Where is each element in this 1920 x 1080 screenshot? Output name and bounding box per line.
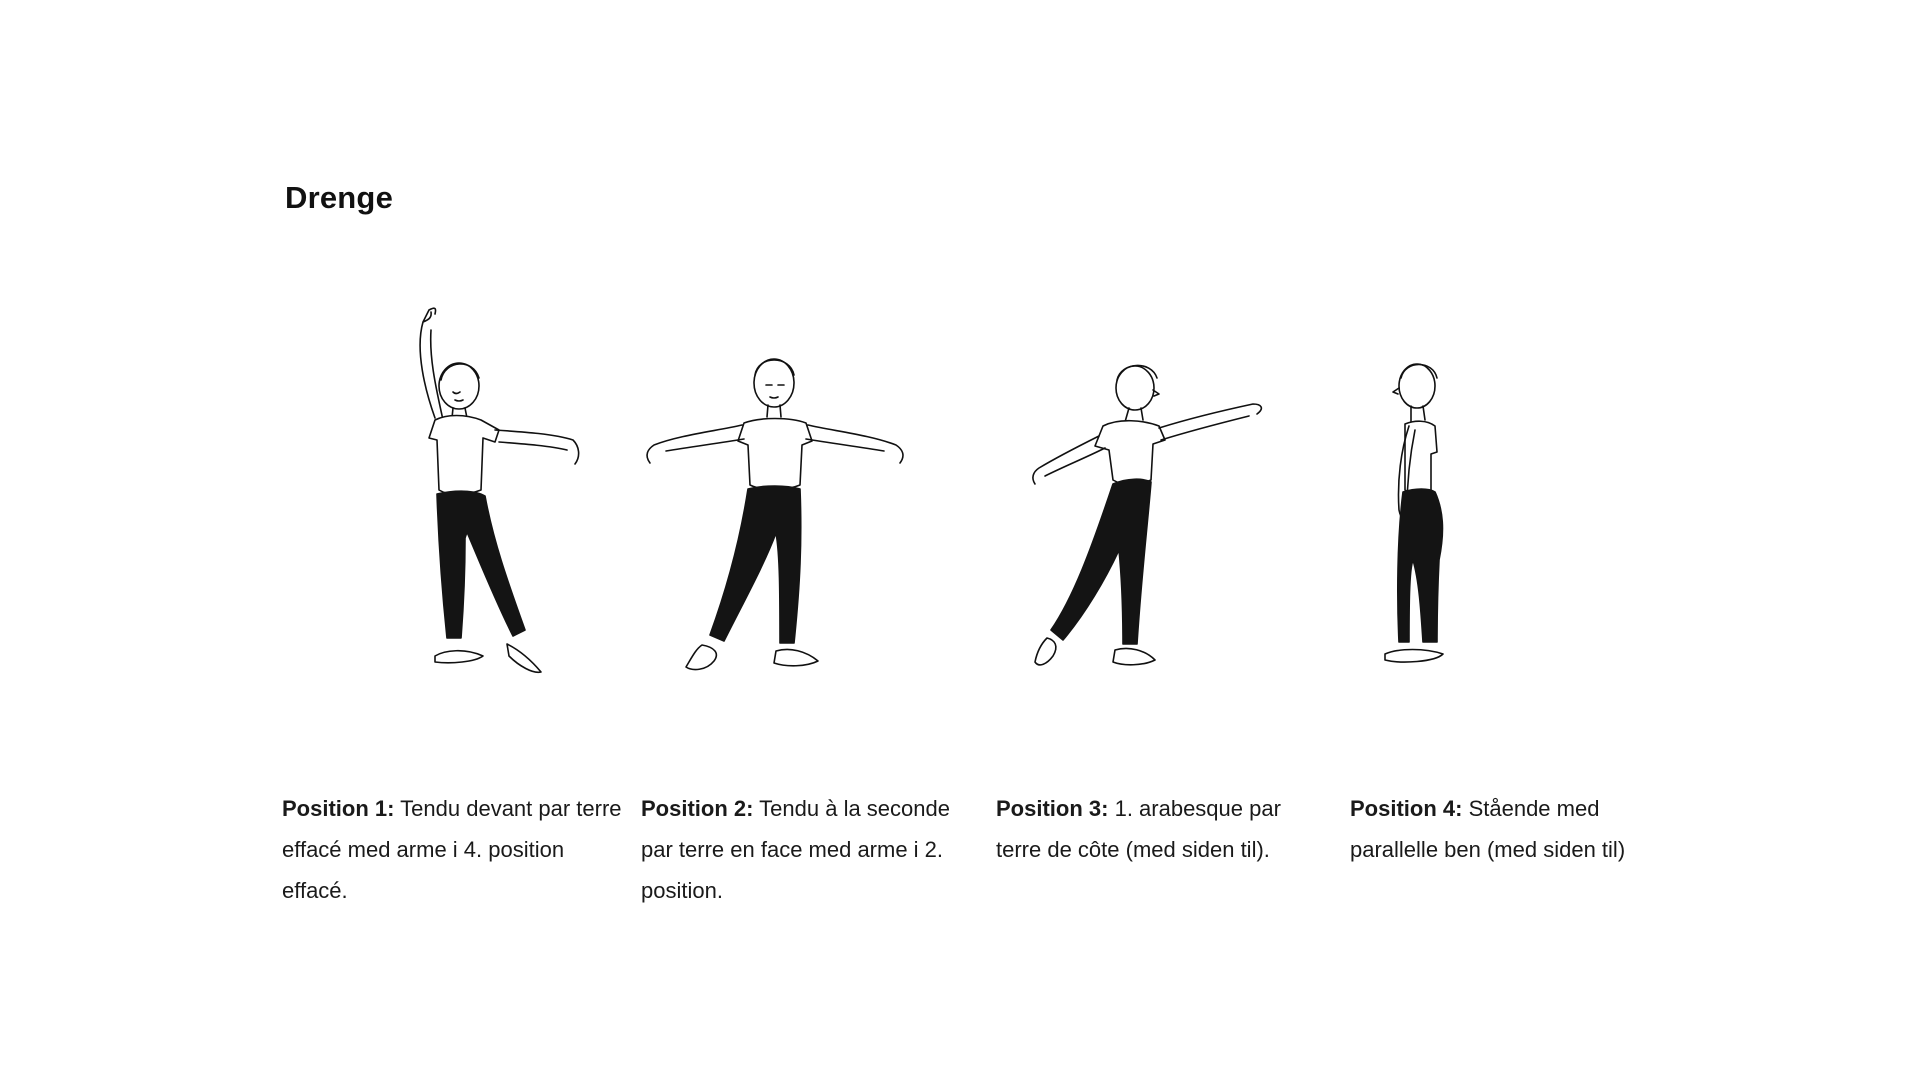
caption-position-3 [996, 788, 1316, 870]
dancer-figure-3-icon [1025, 360, 1285, 680]
dancer-figure-4-icon [1375, 360, 1465, 680]
caption-label: Position 3: [996, 796, 1109, 821]
caption-text: 1. arabesque par terre de côte (med siden til). [996, 796, 1281, 862]
caption-text: Stående med parallelle ben (med siden til) [1350, 796, 1626, 862]
caption-label: Position 1: [282, 796, 395, 821]
caption-text: Tendu devant par terre effacé med arme i 4. position effacé. [282, 796, 622, 903]
dancer-figure-2-icon [640, 345, 920, 675]
caption-position-1 [282, 788, 622, 911]
dancer-figure-1-icon [395, 300, 615, 680]
caption-position-4 [1350, 788, 1660, 870]
page-title: Drenge [285, 180, 394, 215]
caption-label: Position 4: [1350, 796, 1463, 821]
caption-text: Tendu à la seconde par terre en face med arme i 2. position. [641, 796, 950, 903]
caption-label: Position 2: [641, 796, 754, 821]
caption-position-2 [641, 788, 971, 911]
